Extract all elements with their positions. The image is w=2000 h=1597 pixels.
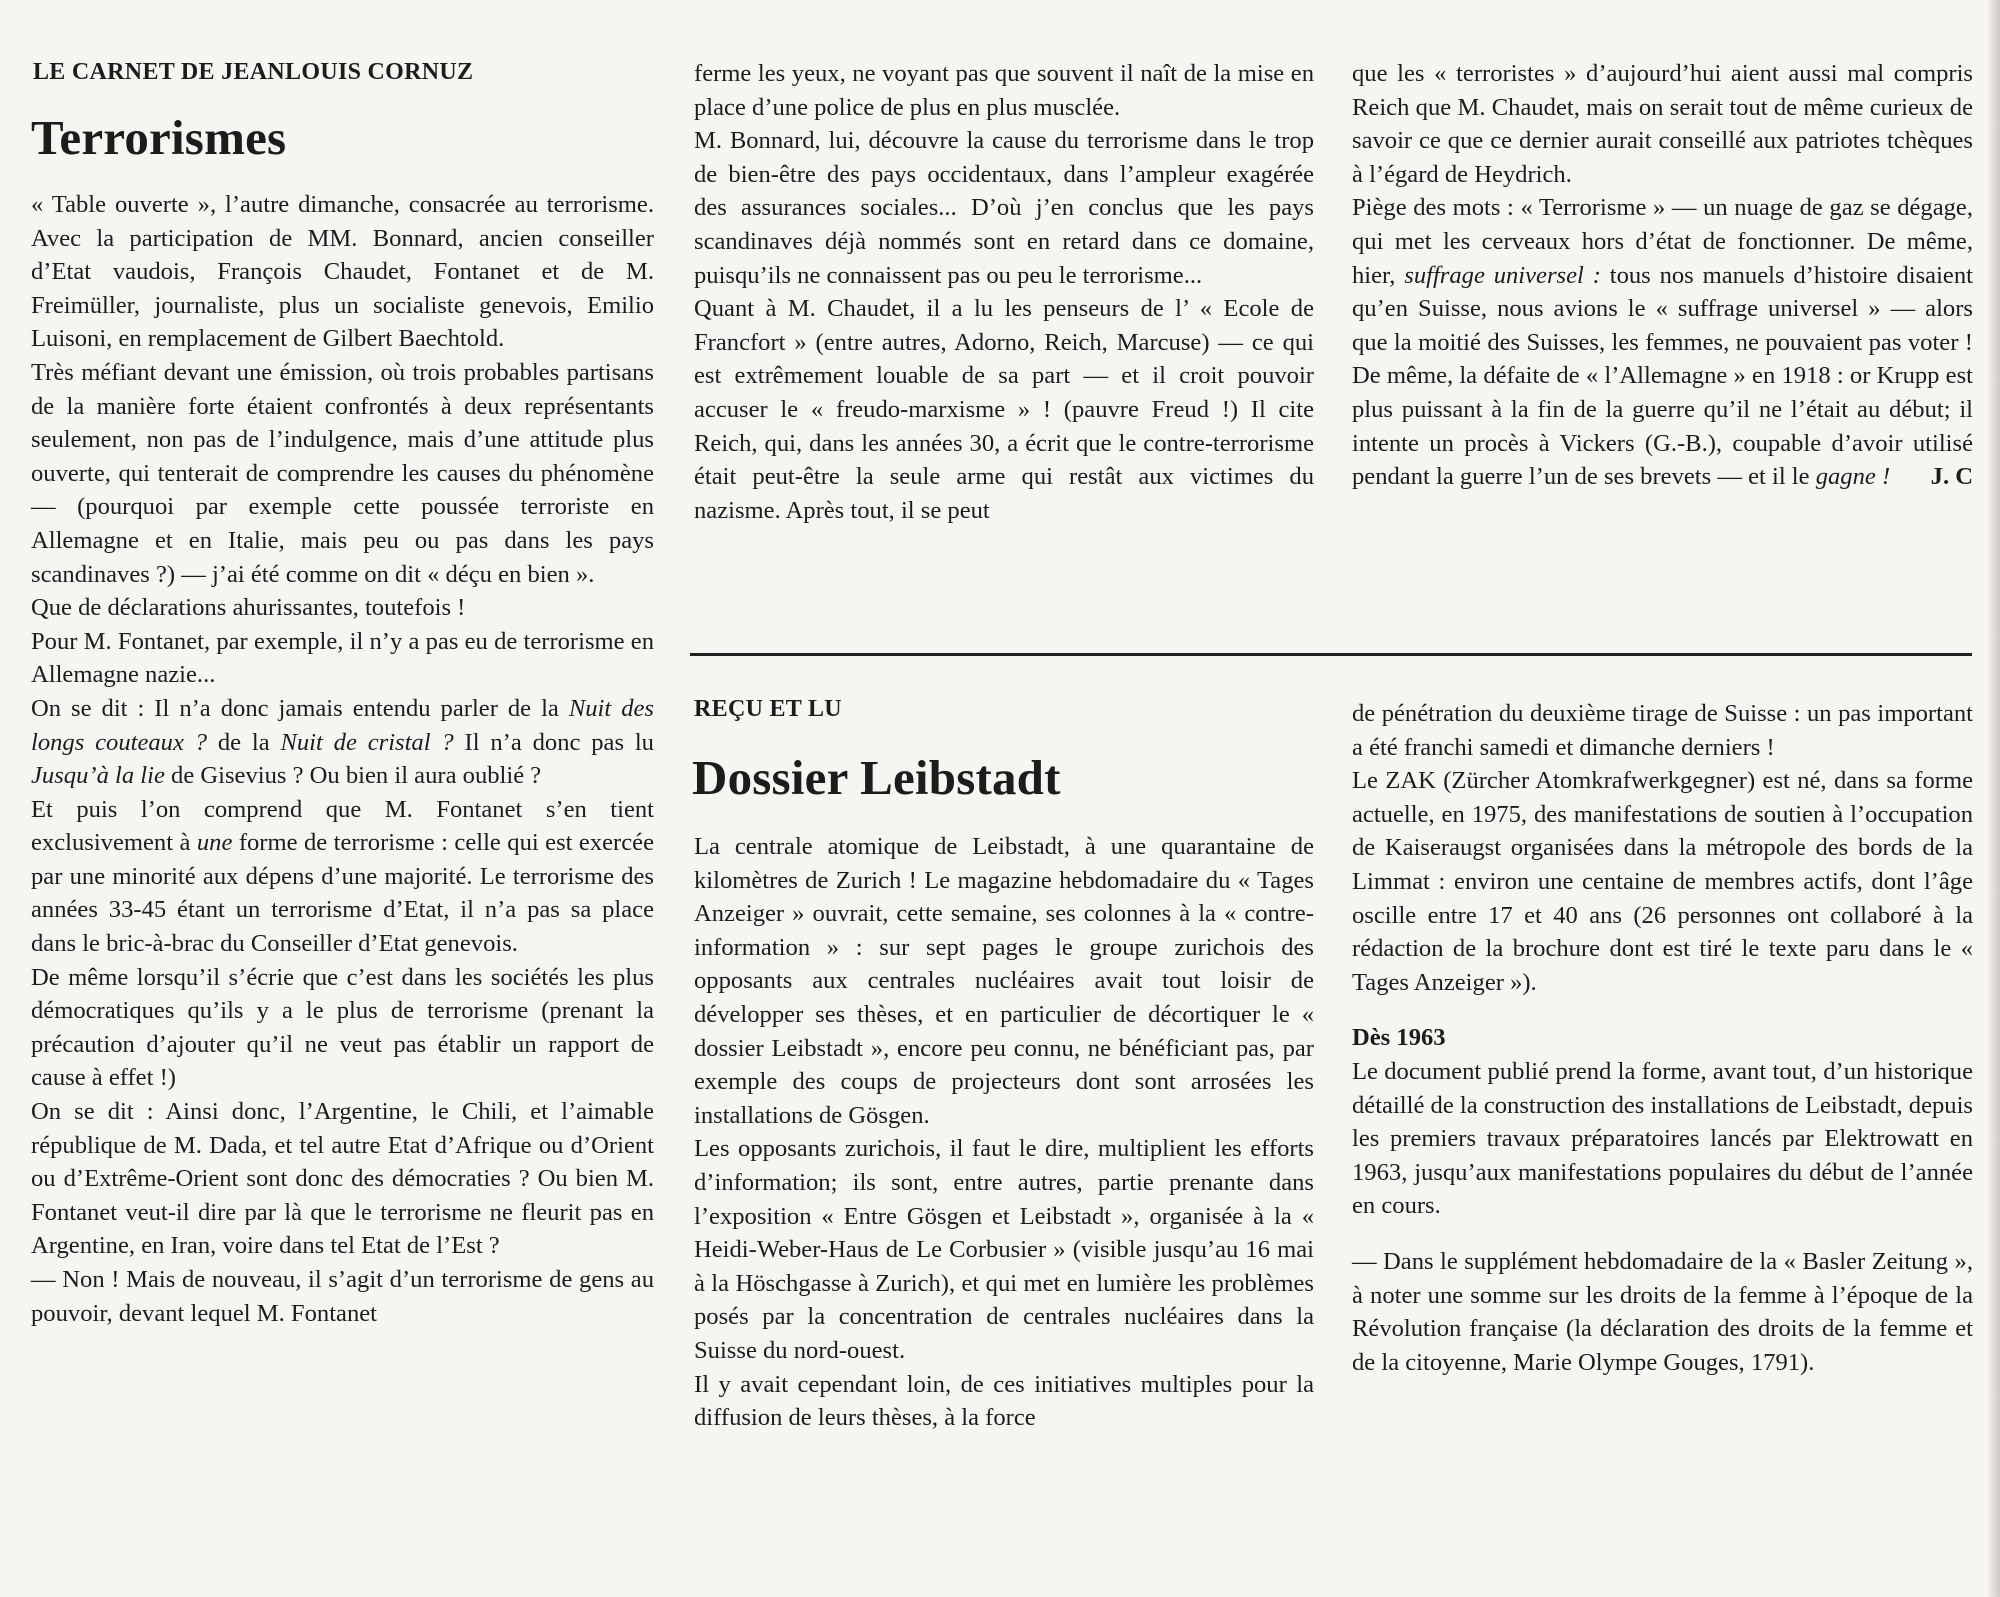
paragraph: de pénétration du deuxième tirage de Suisse : un pas important a été franchi samedi et dimanche derniers ! — [1352, 700, 1973, 761]
section-divider — [690, 653, 1972, 656]
article-kicker: REÇU ET LU — [694, 696, 842, 722]
article-column-2b — [694, 830, 1314, 1435]
article-column-1 — [31, 188, 654, 1330]
author-signature: J. C — [1930, 463, 1973, 491]
paragraph: Le ZAK (Zürcher Atomkrafwerkgegner) est né, dans sa forme actuelle, en 1975, des manifestations de soutien à l’occupation de Kaiseraugst organisées dans la métropole des bords de la Limmat : environ une centaine de membres actifs, dont l’âge oscille entre 17 et 40 ans (26 personnes ont collaboré à la rédaction de la brochure dont est tiré le texte paru dans le « Tages Anzeiger »). — [1352, 767, 1973, 996]
article-column-3b — [1352, 697, 1973, 1379]
paragraph: Très méfiant devant une émission, où trois probables partisans de la manière forte étaient confrontés à deux représentants seulement, non pas de l’indulgence, mais d’une attitude plus ouverte, qui tenterait de comprendre les causes du phénomène — (pourquoi par exemple cette poussée terroriste en Allemagne et en Italie, mais peu ou pas dans les pays scandinaves ?) — j’ai été comme on dit « déçu en bien ». — [31, 358, 654, 588]
paragraph: On se dit : Il n’a donc jamais entendu parler de la Nuit des longs couteaux ? de la Nuit de cristal ? Il n’a donc pas lu Jusqu’à la lie de Gisevius ? Ou bien il aura oublié ? — [31, 694, 654, 790]
paragraph: ferme les yeux, ne voyant pas que souvent il naît de la mise en place d’une police de plus en plus musclée. — [694, 60, 1314, 121]
article-kicker: LE CARNET DE JEANLOUIS CORNUZ — [33, 59, 474, 85]
article-column-2 — [694, 57, 1314, 527]
paragraph: — Dans le supplément hebdomadaire de la « Basler Zeitung », à noter une somme sur les droits de la femme à l’époque de la Révolution française (la déclaration des droits de la femme et de la citoyenne, Marie Olympe Gouges, 1791). — [1352, 1247, 1973, 1376]
paragraph: Et puis l’on comprend que M. Fontanet s’en tient exclusivement à une forme de terrorisme : celle qui est exercée par une minorité aux dépens d’une majorité. Le terrorisme des années 33-45 étant un terrorisme d’Etat, il n’a pas sa place dans le bric-à-brac du Conseiller d’Etat genevois. — [31, 795, 654, 958]
article-title: Dossier Leibstadt — [692, 750, 1061, 805]
paragraph: La centrale atomique de Leibstadt, à une quarantaine de kilomètres de Zurich ! Le magazine hebdomadaire du « Tages Anzeiger » ouvrait, cette semaine, ses colonnes à la « contre-information » : sur sept pages le groupe zurichois des opposants aux centrales nucléaires avait tout loisir de développer ses thèses, et en particulier de décortiquer le « dossier Leibstadt », encore peu connu, ne bénéficiant pas, par exemple des coups de projecteurs dont sont arrosées les installations de Gösgen. — [694, 833, 1314, 1129]
paragraph: On se dit : Ainsi donc, l’Argentine, le Chili, et l’aimable république de M. Dada, et tel autre Etat d’Afrique ou d’Orient ou d’Extrême-Orient sont donc des démocraties ? Ou bien M. Fontanet veut-il dire par là que le terrorisme ne fleurit pas en Argentine, en Iran, voire dans tel Etat de l’Est ? — [31, 1098, 654, 1260]
paragraph: « Table ouverte », l’autre dimanche, consacrée au terrorisme. Avec la participation de MM. Bonnard, ancien conseiller d’Etat vaudois, François Chaudet, Fontanet et de M. Freimüller, journaliste, plus un socialiste genevois, Emilio Luisoni, en remplacement de Gilbert Baechtold. — [31, 191, 654, 353]
article-column-3 — [1352, 57, 1973, 494]
paragraph: — Non ! Mais de nouveau, il s’agit d’un terrorisme de gens au pouvoir, devant lequel M. Fontanet — [31, 1266, 654, 1327]
paragraph: Piège des mots : « Terrorisme » — un nuage de gaz se dégage, qui met les cerveaux hors d’état de fonctionner. De même, hier, suffrage universel : tous nos manuels d’histoire disaient qu’en Suisse, nous avions le « suffrage universel » — alors que la moitié des Suisses, les femmes, ne pouvaient pas voter ! De même, la défaite de « l’Allemagne » en 1918 : or Krupp est plus puissant à la fin de la guerre qu’il ne l’était au début; il intente un procès à Vickers (G.-B.), coupable d’avoir utilisé pendant la guerre l’un de ses brevets — et il le gagne ! J. C — [1352, 191, 1973, 493]
paragraph: Quant à M. Chaudet, il a lu les penseurs de l’ « Ecole de Francfort » (entre autres, Adorno, Reich, Marcuse) — ce qui est extrêmement louable de sa part — et il croit pouvoir accuser le « freudo-marxisme » ! (pauvre Freud !) Il cite Reich, qui, dans les années 30, a écrit que le contre-terrorisme était peut-être la seule arme qui restât aux victimes du nazisme. Après tout, il se peut — [694, 295, 1314, 524]
paragraph: De même lorsqu’il s’écrie que c’est dans les sociétés les plus démocratiques qu’ils y a le plus de terrorisme (prenant la précaution d’ajouter qu’il ne veut pas établir un rapport de cause à effet !) — [31, 963, 654, 1092]
paragraph: Les opposants zurichois, il faut le dire, multiplient les efforts d’information; ils sont, entre autres, partie prenante dans l’exposition « Entre Gösgen et Leibstadt », organisée à la « Heidi-Weber-Haus de Le Corbusier » (visible jusqu’au 16 mai à la Höschgasse à Zurich), et qui met en lumière les problèmes posés par la concentration de centrales nucléaires dans la Suisse du nord-ouest. — [694, 1135, 1314, 1364]
paragraph: Pour M. Fontanet, par exemple, il n’y a pas eu de terrorisme en Allemagne nazie... — [31, 627, 654, 689]
page-edge — [1988, 0, 2000, 1597]
paragraph: Il y avait cependant loin, de ces initiatives multiples pour la diffusion de leurs thèses, à la force — [694, 1370, 1314, 1432]
section-subhead: Dès 1963 — [1352, 1024, 1446, 1052]
paragraph: M. Bonnard, lui, découvre la cause du terrorisme dans le trop de bien-être des pays occidentaux, dans l’ampleur exagérée des assurances sociales... D’où j’en conclus que les pays scandinaves déjà nommés sont en retard dans ce domaine, puisqu’ils ne connaissent pas ou peu le terrorisme... — [694, 127, 1314, 289]
paragraph: Le document publié prend la forme, avant tout, d’un historique détaillé de la construction des installations de Leibstadt, depuis les premiers travaux préparatoires lancés par Elektrowatt en 1963, jusqu’aux manifestations populaires du début de l’année en cours. — [1352, 1057, 1973, 1220]
paragraph: que les « terroristes » d’aujourd’hui aient aussi mal compris Reich que M. Chaudet, mais on serait tout de même curieux de savoir ce que ce dernier aurait conseillé aux patriotes tchèques à l’égard de Heydrich. — [1352, 60, 1973, 188]
article-title: Terrorismes — [31, 110, 287, 165]
paragraph: Que de déclarations ahurissantes, toutefois ! — [31, 594, 466, 622]
